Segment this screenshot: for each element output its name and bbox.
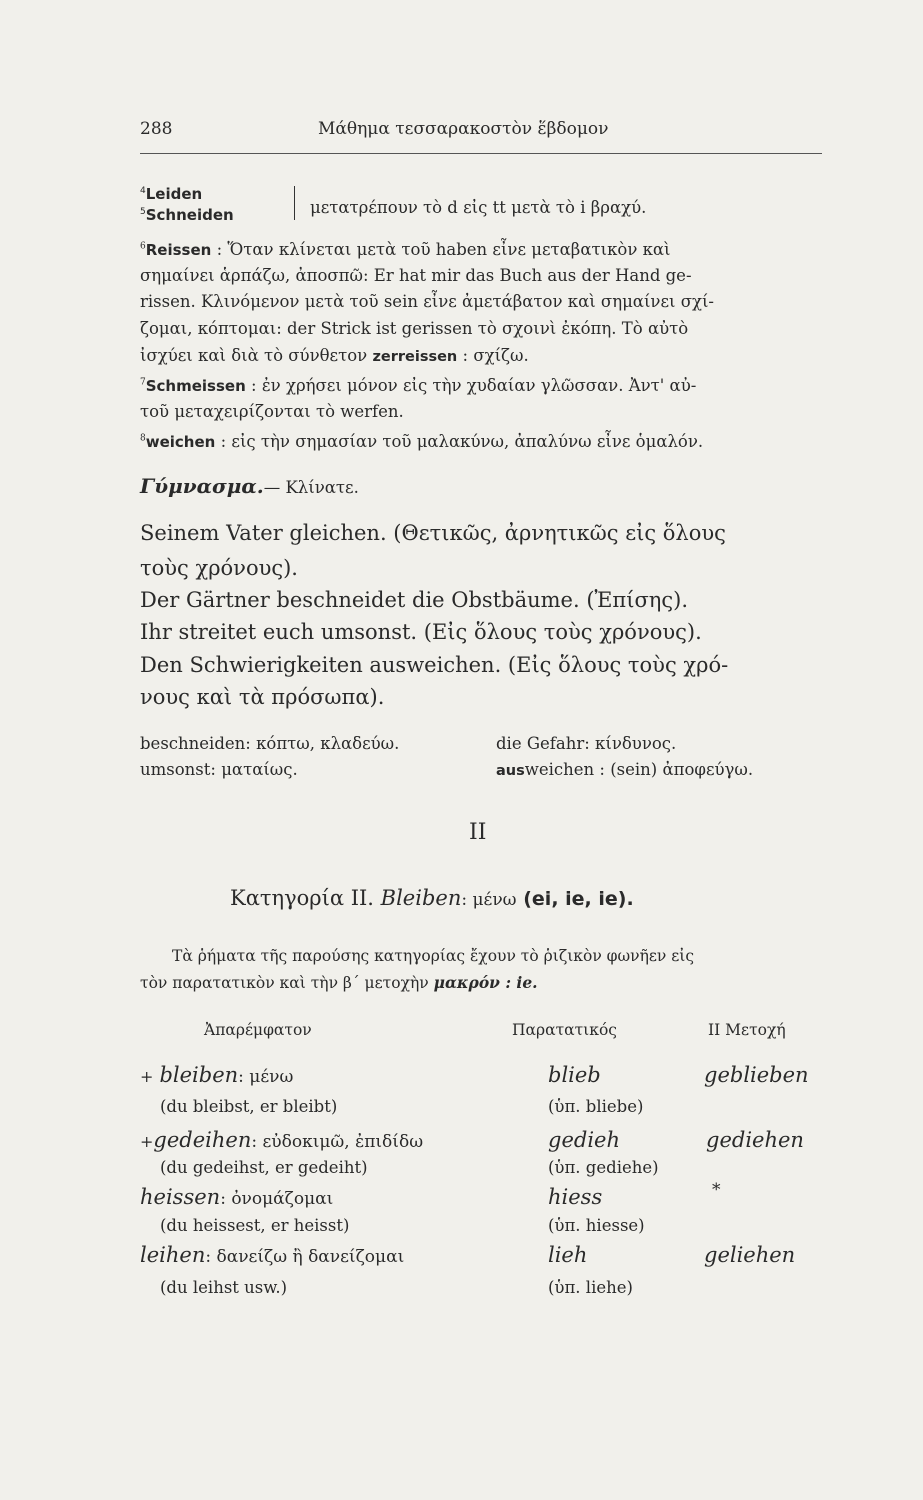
running-title: Μάθημα τεσσαρακοστὸν ἕβδομον	[318, 119, 609, 139]
exercise-line-1: Seinem Vater gleichen. (Θετικῶς, ἀρνητικῶς εἰς ὅλους	[140, 521, 726, 545]
table-row-imperfect-note: (ὑπ. liehe)	[548, 1278, 633, 1297]
table-row-note: (du bleibst, er bleibt)	[160, 1097, 338, 1116]
table-row-imperfect: gedieh	[548, 1128, 620, 1152]
vocab-ausweichen: ausweichen : (sein) ἀποφεύγω.	[496, 760, 754, 779]
footnote-6-line-1: $^6$Reissen : Ὅταν κλίνεται μετὰ τοῦ haben εἶνε μεταβατικὸν καὶ	[140, 240, 671, 259]
table-row-participle: *	[712, 1180, 721, 1200]
table-row-note: (du leihst usw.)	[160, 1278, 288, 1297]
category-desc-line-2: τὸν παρατατικὸν καὶ τὴν β΄ μετοχὴν μακρόν : ie.	[140, 973, 538, 992]
col-participle: II Μετοχή	[708, 1021, 786, 1039]
exercise-line-5: Den Schwierigkeiten ausweichen. (Εἰς ὅλους τοὺς χρό-	[140, 653, 729, 677]
footnote-8: $^8$weichen : εἰς τὴν σημασίαν τοῦ μαλακύνω, ἀπαλύνω εἶνε ὁμαλόν.	[140, 432, 704, 451]
footnote-5: $^5$Schneiden	[140, 206, 234, 224]
vocab-beschneiden: beschneiden: κόπτω, κλαδεύω.	[140, 734, 400, 753]
footnote-6-line-4: ζομαι, κόπτομαι: der Strick ist gerissen τὸ σχοινὶ ἐκόπη. Τὸ αὐτὸ	[140, 319, 689, 338]
table-row-imperfect-note: (ὑπ. bliebe)	[548, 1097, 644, 1116]
table-row-participle: geblieben	[704, 1063, 809, 1087]
footnote-6-line-5: ἰσχύει καὶ διὰ τὸ σύνθετον zerreissen : σχίζω.	[140, 346, 529, 365]
table-row-note: (du gedeihst, er gedeiht)	[160, 1158, 368, 1177]
table-row-infinitive: + bleiben: μένω	[140, 1063, 294, 1087]
table-row-note: (du heissest, er heisst)	[160, 1216, 350, 1235]
col-infinitive: Ἀπαρέμφατον	[204, 1021, 312, 1039]
header-rule	[140, 153, 822, 154]
table-row-participle: geliehen	[704, 1243, 796, 1267]
footnote-6-line-2: σημαίνει ἁρπάζω, ἀποσπῶ: Er hat mir das Buch aus der Hand ge-	[140, 266, 692, 285]
exercise-heading: Γύμνασμα.— Κλίνατε.	[140, 474, 359, 498]
footnote-7-line-1: $^7$Schmeissen : ἐν χρήσει μόνον εἰς τὴν χυδαίαν γλῶσσαν. Ἀντ' αὐ-	[140, 376, 697, 395]
exercise-line-3: Der Gärtner beschneidet die Obstbäume. (Ἐπίσης).	[140, 588, 689, 612]
table-row-infinitive: +gedeihen: εὐδοκιμῶ, ἐπιδίδω	[140, 1128, 424, 1152]
brace	[294, 186, 301, 220]
table-row-imperfect-note: (ὑπ. hiesse)	[548, 1216, 645, 1235]
exercise-line-2: τοὺς χρόνους).	[140, 556, 298, 580]
footnote-4-5-text: μετατρέπουν τὸ d εἰς tt μετὰ τὸ i βραχύ.	[310, 198, 647, 217]
footnote-7-line-2: τοῦ μεταχειρίζονται τὸ werfen.	[140, 402, 404, 421]
table-row-imperfect: lieh	[548, 1243, 588, 1267]
table-row-imperfect: blieb	[548, 1063, 601, 1087]
footnote-6-line-3: rissen. Κλινόμενον μετὰ τοῦ sein εἶνε ἀμετάβατον καὶ σημαίνει σχί-	[140, 292, 715, 311]
category-desc-line-1: Τὰ ῥήματα τῆς παρούσης κατηγορίας ἔχουν τὸ ῥιζικὸν φωνῆεν εἰς	[172, 947, 695, 965]
exercise-line-4: Ihr streitet euch umsonst. (Εἰς ὅλους τοὺς χρόνους).	[140, 620, 702, 644]
vocab-umsonst: umsonst: ματαίως.	[140, 760, 298, 779]
table-row-infinitive: heissen: ὀνομάζομαι	[140, 1185, 334, 1209]
page-number: 288	[140, 119, 173, 139]
section-numeral: II	[469, 820, 487, 845]
table-row-participle: gediehen	[706, 1128, 804, 1152]
col-imperfect: Παρατατικός	[512, 1021, 617, 1039]
exercise-line-6: νους καὶ τὰ πρόσωπα).	[140, 685, 385, 709]
table-row-imperfect: hiess	[548, 1185, 603, 1209]
vocab-gefahr: die Gefahr: κίνδυνος.	[496, 734, 677, 753]
footnote-4: $^4$Leiden	[140, 185, 203, 203]
category-heading: Κατηγορία II. Bleiben: μένω (ei, ie, ie).	[230, 886, 634, 910]
table-row-imperfect-note: (ὑπ. gediehe)	[548, 1158, 659, 1177]
table-row-infinitive: leihen: δανείζω ἢ δανείζομαι	[140, 1243, 405, 1267]
